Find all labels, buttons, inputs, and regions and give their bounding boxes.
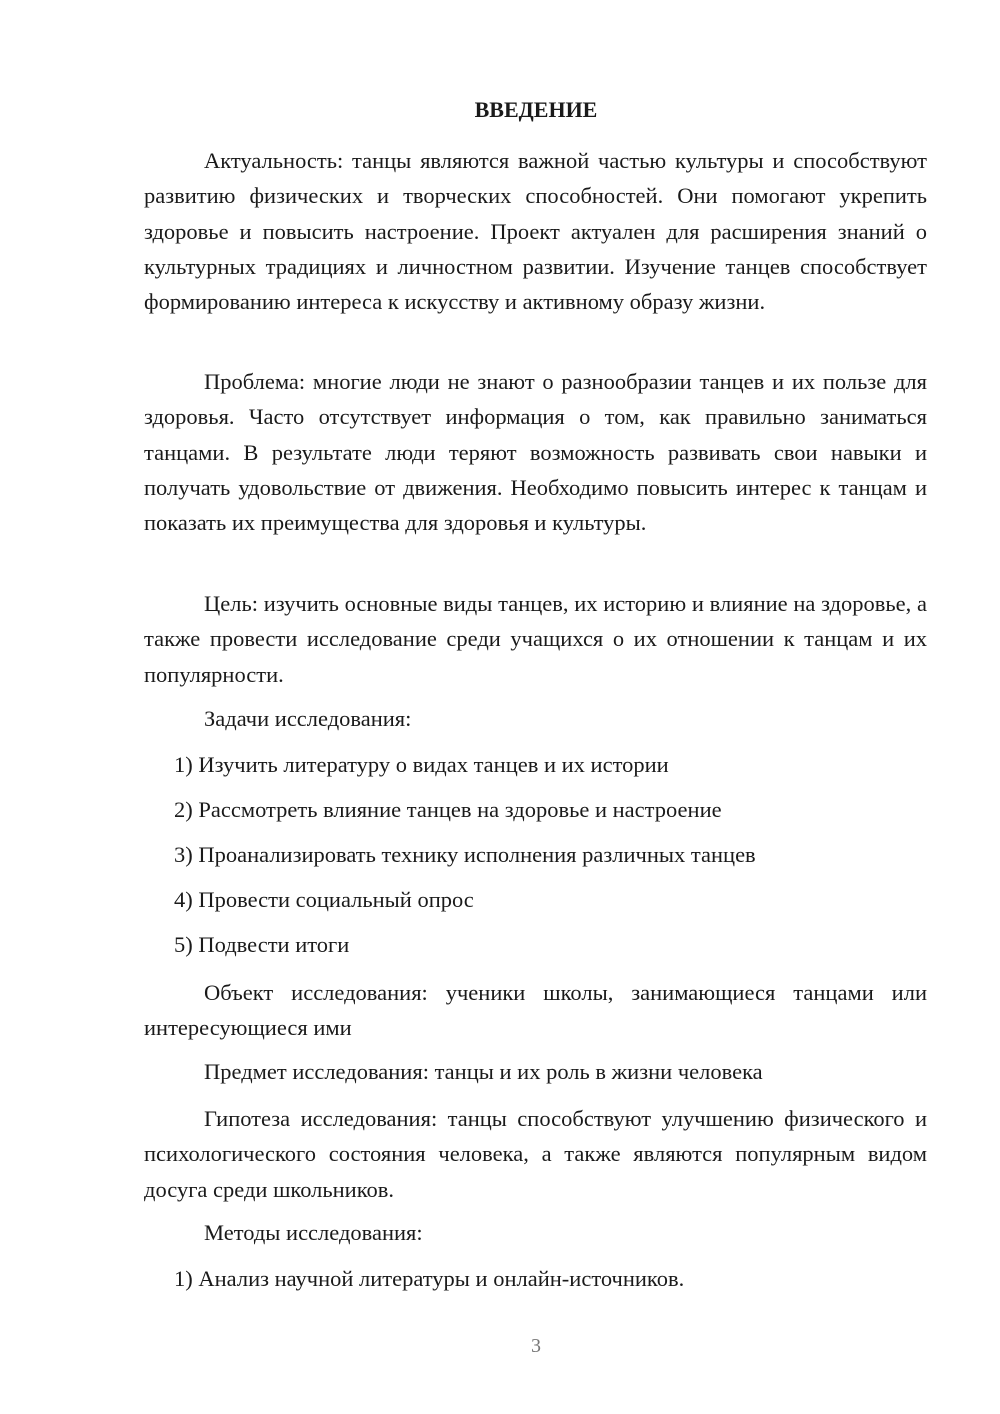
- relevance-paragraph: Актуальность: танцы являются важной частью культуры и способствуют развитию физических и творческих способностей. Они помогают укрепить здоровье и повысить настроение. Проект актуален для расширения знаний о культурных традициях и личностном развитии. Изучение танцев способствует формированию интереса к искусству и активному образу жизни.: [144, 148, 927, 315]
- problem-paragraph: Проблема: многие люди не знают о разнообразии танцев и их пользе для здоровья. Часто отсутствует информация о том, как правильно заниматься танцами. В результате люди теряют возможность развивать свои навыки и получать удовольствие от движения. Необходимо повысить интерес к танцам и показать их преимущества для здоровья и культуры.: [144, 369, 927, 536]
- method-item: 1) Анализ научной литературы и онлайн-источников.: [174, 1266, 685, 1291]
- methods-title: Методы исследования:: [204, 1220, 423, 1245]
- page-number: 3: [531, 1335, 541, 1357]
- task-item: 1) Изучить литературу о видах танцев и их истории: [174, 752, 669, 777]
- task-item: 2) Рассмотреть влияние танцев на здоровье и настроение: [174, 797, 722, 822]
- object-paragraph: Объект исследования: ученики школы, занимающиеся танцами или интересующиеся ими: [144, 980, 927, 1041]
- hypothesis-paragraph: Гипотеза исследования: танцы способствуют улучшению физического и психологического состояния человека, а также являются популярным видом досуга среди школьников.: [144, 1106, 927, 1202]
- subject-paragraph: Предмет исследования: танцы и их роль в жизни человека: [204, 1059, 763, 1084]
- task-item: 4) Провести социальный опрос: [174, 887, 474, 912]
- tasks-title: Задачи исследования:: [204, 706, 412, 731]
- task-item: 3) Проанализировать технику исполнения различных танцев: [174, 842, 756, 867]
- section-heading: ВВЕДЕНИЕ: [474, 97, 598, 122]
- goal-paragraph: Цель: изучить основные виды танцев, их историю и влияние на здоровье, а также провести исследование среди учащихся о их отношении к танцам и их популярности.: [144, 591, 927, 687]
- task-item: 5) Подвести итоги: [174, 932, 350, 957]
